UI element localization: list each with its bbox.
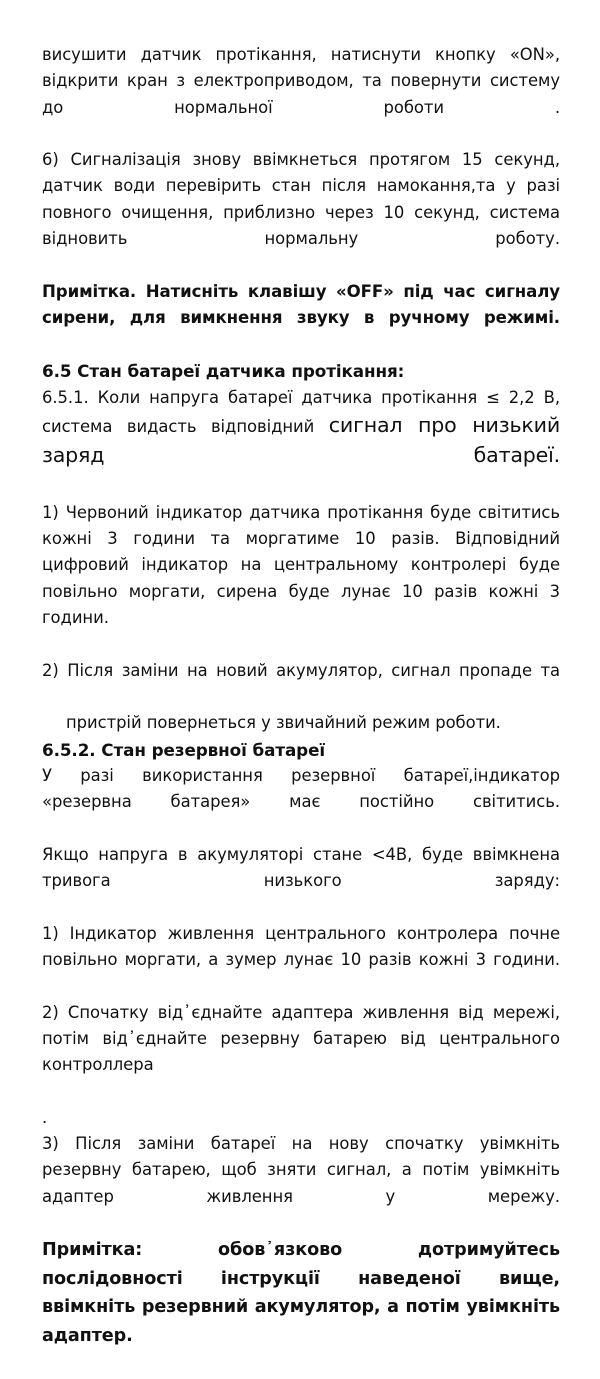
paragraph-item-1-red-indicator: 1) Червоний індикатор датчика протікання буде світитись кожні 3 години та моргатиме 10 разів. Відповідний цифровий індикатор на центральному контролері буде повільно моргати, сирена буде лунає 10 разів кожні 3 години. bbox=[42, 502, 560, 628]
run-large-low-battery-signal: сигнал про низький заряд батареї. bbox=[42, 413, 561, 467]
paragraph-item-2-disconnect-order bbox=[42, 1000, 560, 1131]
item-2-disconnect-main-line: 2) Спочатку від᾿єднайте адаптера живлення від мережі, потім від᾿єднайте резервну батарею від центрального контроллера bbox=[42, 1002, 560, 1075]
note-final-sequence: Примітка: обов᾿язково дотримуйтесь послідовності інструкції наведеної вище, ввімкніть резервний акумулятор, а потім увімкніть адаптер. bbox=[42, 1240, 560, 1346]
run-normal-voltage-text: 6.5.1. Коли напруга батареї датчика протікання ≤ 2,2 В, система видасть відповідний bbox=[42, 387, 560, 437]
paragraph-item-6-5-1-voltage bbox=[42, 384, 560, 500]
paragraph-item-1-power-indicator: 1) Індикатор живлення центрального контролера почне повільно моргати, а зумер лунає 10 разів кожні 3 години. bbox=[42, 923, 560, 969]
paragraph-item-3-replace-order: 3) Після заміни батареї на нову спочатку увімкніть резервну батарею, щоб зняти сигнал, а потім увімкніть адаптер живлення у мережу. bbox=[42, 1133, 560, 1206]
paragraph-backup-battery-indicator: У разі використання резервної батареї,індикатор «резервна батарея» має постійно світитись. bbox=[42, 765, 560, 812]
heading-section-6-5-2: 6.5.2. Стан резервної батареї bbox=[42, 739, 326, 760]
paragraph-item-2-new-battery bbox=[42, 658, 560, 737]
item-2-main-line: 2) Після заміни на новий акумулятор, сигнал пропаде та bbox=[42, 660, 560, 680]
paragraph-low-voltage-threshold: Якщо напруга в акумуляторі стане <4В, буде ввімкнена тривога низького заряду: bbox=[42, 844, 560, 891]
paragraph-item-6-alarm: 6) Сигналізація знову ввімкнеться протягом 15 секунд, датчик води перевірить стан після намокання,та у разі повного очищення, приблизно через 10 секунд, система відновить нормальну роботу. bbox=[42, 150, 560, 249]
heading-section-6-5: 6.5 Стан батареї датчика протікання: bbox=[42, 360, 405, 381]
item-2-continuation-line: пристрій повернеться у звичайний режим роботи. bbox=[66, 713, 501, 733]
paragraph-drying-sensor: висушити датчик протікання, натиснути кнопку «ON», відкрити кран з електроприводом, та повернути систему до нормальної роботи . bbox=[42, 45, 560, 117]
item-2-orphan-period: . bbox=[42, 1107, 48, 1127]
document-body bbox=[42, 42, 560, 1379]
note-off-key: Примітка. Натисніть клавішу «OFF» під час сигналу сирени, для вимкнення звуку в ручному режимі. bbox=[42, 281, 560, 327]
